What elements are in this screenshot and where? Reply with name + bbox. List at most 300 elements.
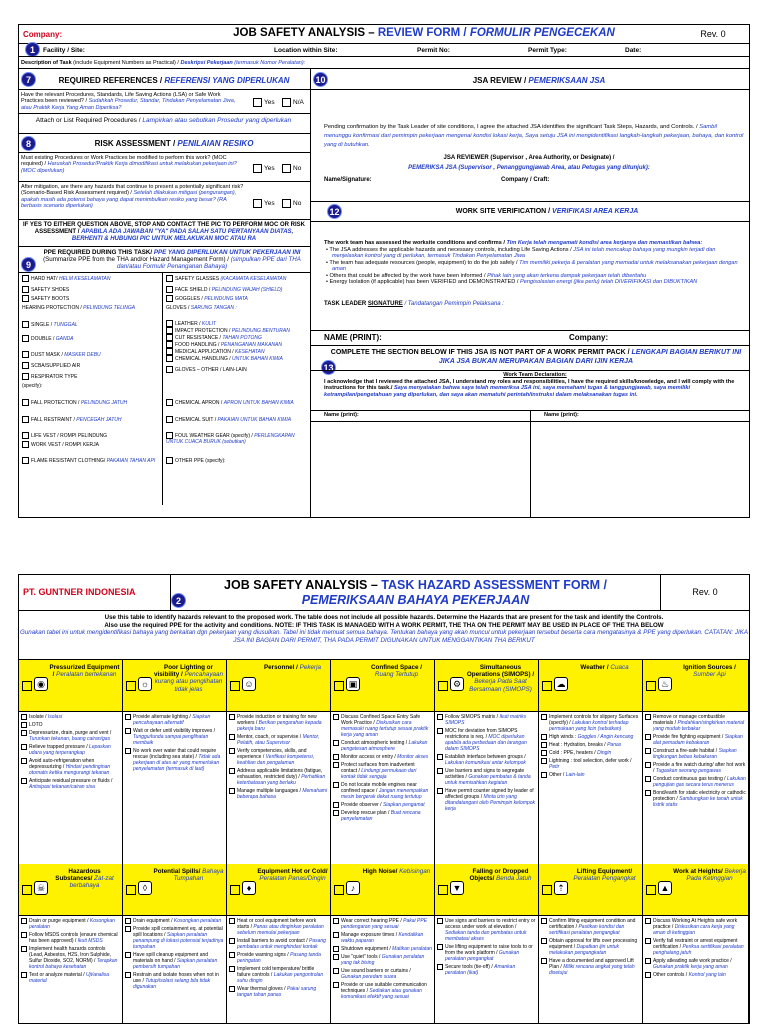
- item-translation: PELINDUNG MATA: [204, 295, 248, 302]
- control-item[interactable]: [437, 714, 536, 726]
- control-text: [237, 966, 328, 984]
- ppe-item: [166, 305, 304, 311]
- item-translation: Siapkan peralatan penampung di lokasi potensial terjadinya tumpahan: [133, 932, 224, 950]
- control-checkbox[interactable]: [333, 954, 339, 960]
- control-item[interactable]: [333, 762, 432, 780]
- control-checkbox[interactable]: [541, 750, 547, 756]
- ppe-checkbox[interactable]: [166, 295, 173, 302]
- control-checkbox[interactable]: [645, 762, 651, 768]
- control-text: [133, 926, 224, 950]
- control-item[interactable]: [437, 918, 536, 942]
- hazard-checkbox[interactable]: [334, 681, 344, 691]
- task-leader-signature[interactable]: TASK LEADER SIGNATURE / Tandatangan Pemimpin Pelaksana :: [324, 301, 504, 307]
- ppe-item[interactable]: [166, 432, 304, 445]
- hazard-checkbox[interactable]: [438, 681, 448, 691]
- control-checkbox[interactable]: [229, 768, 235, 774]
- ppe-checkbox[interactable]: [166, 366, 173, 373]
- control-item[interactable]: [541, 742, 640, 748]
- item-text: Protect surfaces from inadvertent contact /: [341, 762, 415, 774]
- control-checkbox[interactable]: [229, 986, 235, 992]
- item-translation: MOC diperlukan apabila ada perbedaan dan larangan dalam SIMOPS: [445, 734, 527, 752]
- item-translation: Pihak lain yang akan terkena dampak pekerjaan telah diberitahu: [487, 272, 647, 279]
- control-item[interactable]: [645, 938, 746, 956]
- control-checkbox[interactable]: [21, 730, 27, 736]
- item-text: FALL PROTECTION /: [31, 399, 81, 406]
- item-translation: Kontrol yang lain: [688, 972, 726, 978]
- hazard-checkbox[interactable]: [126, 885, 136, 895]
- control-checkbox[interactable]: [645, 958, 651, 964]
- control-text: [653, 748, 746, 760]
- item-translation: Lakukan komunikasi antar kelompok: [445, 760, 526, 766]
- control-checkbox[interactable]: [333, 968, 339, 974]
- control-item[interactable]: [21, 932, 120, 944]
- control-item[interactable]: [437, 788, 536, 812]
- ppe-checkbox[interactable]: [22, 351, 29, 358]
- control-checkbox[interactable]: [645, 790, 651, 796]
- item-text: Drain equipment /: [133, 918, 174, 924]
- control-checkbox[interactable]: [437, 714, 443, 720]
- control-checkbox[interactable]: [437, 728, 443, 734]
- control-text: [653, 776, 746, 788]
- ppe-item[interactable]: [166, 295, 304, 302]
- hazard-checkbox[interactable]: [438, 885, 448, 895]
- ppe-item[interactable]: [22, 351, 160, 358]
- item-text: FOOD HANDLING /: [175, 341, 221, 348]
- permit-no-label[interactable]: Permit No:: [417, 47, 450, 54]
- control-item[interactable]: [229, 966, 328, 984]
- ppe-item[interactable]: [166, 355, 304, 362]
- control-item[interactable]: [21, 946, 120, 970]
- control-checkbox[interactable]: [645, 918, 651, 924]
- item-translation: Perhatikan keterbatasan yang berlaku: [237, 774, 326, 786]
- ppe-item[interactable]: [22, 399, 160, 406]
- control-checkbox[interactable]: [125, 972, 131, 978]
- facility-label[interactable]: Facility / Site:: [43, 47, 85, 54]
- control-item[interactable]: [437, 964, 536, 976]
- ppe-checkbox[interactable]: [166, 355, 173, 362]
- ppe-checkbox[interactable]: [22, 362, 29, 369]
- task-description-row[interactable]: Description of Task (include Equipment Numbers as Practical) / Deskripsi Pekerjaan (termasuk Nomor Peralatan):: [19, 57, 749, 69]
- item-text: LOTO: [29, 722, 43, 728]
- hazard-checkbox[interactable]: [334, 885, 344, 895]
- control-item[interactable]: [125, 926, 224, 950]
- control-item[interactable]: [333, 802, 432, 808]
- item-translation: PENCEGAH JATUH: [76, 416, 122, 423]
- form-header: [19, 25, 749, 44]
- control-item[interactable]: [541, 772, 640, 778]
- control-text: [29, 946, 120, 970]
- ppe-checkbox[interactable]: [22, 286, 29, 293]
- control-item[interactable]: [541, 734, 640, 740]
- control-item[interactable]: [125, 728, 224, 746]
- control-checkbox[interactable]: [21, 778, 27, 784]
- ppe-item[interactable]: [22, 441, 160, 448]
- item-translation: Tutup/isolasi selang bila tidak digunakan: [133, 978, 211, 990]
- ppe-item[interactable]: [166, 275, 304, 282]
- risk-no-checkbox[interactable]: [282, 199, 291, 208]
- ppe-item[interactable]: [166, 286, 304, 293]
- references-na-checkbox[interactable]: [282, 98, 291, 107]
- control-checkbox[interactable]: [229, 938, 235, 944]
- ppe-checkbox[interactable]: [22, 416, 29, 423]
- control-item[interactable]: [21, 918, 120, 930]
- ppe-item[interactable]: [166, 457, 304, 464]
- right-column: [311, 69, 749, 517]
- control-item[interactable]: [437, 768, 536, 786]
- control-text: [445, 788, 536, 812]
- control-checkbox[interactable]: [229, 714, 235, 720]
- control-checkbox[interactable]: [333, 754, 339, 760]
- hazard-label: [465, 868, 536, 882]
- control-checkbox[interactable]: [333, 762, 339, 768]
- control-text: [653, 734, 746, 746]
- control-checkbox[interactable]: [541, 714, 547, 720]
- control-checkbox[interactable]: [125, 728, 131, 734]
- control-item[interactable]: [229, 918, 328, 936]
- control-checkbox[interactable]: [21, 946, 27, 952]
- item-text: Other /: [549, 772, 566, 778]
- control-checkbox[interactable]: [229, 734, 235, 740]
- hazard-name: Poor Lighting or visibility /: [154, 664, 213, 679]
- ppe-checkbox[interactable]: [166, 327, 173, 334]
- control-item[interactable]: [645, 734, 746, 746]
- control-text: [445, 964, 536, 976]
- control-item[interactable]: [21, 758, 120, 776]
- hazard-name-translation: Benda Jatuh: [496, 875, 532, 883]
- ppe-item[interactable]: [22, 362, 160, 369]
- control-item[interactable]: [333, 918, 432, 930]
- control-item[interactable]: [229, 986, 328, 998]
- ppe-checkbox[interactable]: [22, 441, 29, 448]
- hazard-checkbox[interactable]: [230, 681, 240, 691]
- hazard-label: [361, 868, 432, 875]
- ppe-checkbox[interactable]: [166, 416, 173, 423]
- control-checkbox[interactable]: [645, 748, 651, 754]
- control-checkbox[interactable]: [437, 918, 443, 924]
- control-text: [133, 748, 224, 772]
- ppe-item[interactable]: [22, 457, 160, 464]
- item-text: High winds :: [549, 734, 578, 740]
- ppe-checkbox[interactable]: [166, 457, 173, 464]
- control-checkbox[interactable]: [21, 744, 27, 750]
- ppe-checkbox[interactable]: [166, 320, 173, 327]
- date-label[interactable]: Date:: [625, 47, 642, 54]
- ppe-checkbox[interactable]: [22, 295, 29, 302]
- ppe-checkbox[interactable]: [22, 321, 29, 328]
- control-checkbox[interactable]: [333, 714, 339, 720]
- ppe-item[interactable]: [22, 416, 160, 423]
- item-text: Heat : Hydration, breaks /: [549, 742, 608, 748]
- item-translation: Gunakan pembatas & tanda untuk memisahkan kegiatan: [445, 774, 531, 786]
- control-checkbox[interactable]: [333, 982, 339, 988]
- references-yes-checkbox[interactable]: [253, 98, 262, 107]
- hazard-controls: [643, 916, 749, 1024]
- hazard-checkbox[interactable]: [646, 885, 656, 895]
- control-checkbox[interactable]: [645, 734, 651, 740]
- control-checkbox[interactable]: [645, 714, 651, 720]
- control-item[interactable]: [541, 938, 640, 956]
- control-checkbox[interactable]: [21, 758, 27, 764]
- ppe-item[interactable]: [166, 334, 304, 341]
- control-checkbox[interactable]: [333, 946, 339, 952]
- control-item[interactable]: [645, 790, 746, 808]
- ppe-item[interactable]: [22, 432, 160, 439]
- control-checkbox[interactable]: [21, 918, 27, 924]
- ppe-item[interactable]: [166, 399, 304, 406]
- control-item[interactable]: [229, 768, 328, 786]
- moc-yes-checkbox[interactable]: [253, 164, 262, 173]
- control-checkbox[interactable]: [125, 748, 131, 754]
- control-item[interactable]: [125, 748, 224, 772]
- control-item[interactable]: [645, 714, 746, 732]
- control-checkbox[interactable]: [645, 972, 651, 978]
- item-translation: HELM KESELAMATAN: [58, 275, 111, 282]
- item-translation: Terapkan kontrol bahaya kesehatan: [29, 958, 118, 970]
- item-text: Isolate /: [29, 714, 48, 720]
- item-text: MOC for deviation from SIMOPS restrictions is req. /: [445, 728, 518, 740]
- company-name: Company:: [23, 30, 63, 39]
- hazard-label: [257, 664, 328, 671]
- control-checkbox[interactable]: [541, 742, 547, 748]
- control-item[interactable]: [229, 938, 328, 950]
- company-craft-field[interactable]: Company / Craft:: [501, 177, 550, 183]
- hazard-controls: [331, 712, 435, 864]
- control-item[interactable]: [333, 782, 432, 800]
- control-item[interactable]: [21, 714, 120, 720]
- ppe-item[interactable]: [166, 348, 304, 355]
- item-translation: PELINDUNG TELINGA: [83, 305, 136, 311]
- control-item[interactable]: [437, 728, 536, 752]
- control-text: [341, 918, 432, 930]
- risk-yes-checkbox[interactable]: [253, 199, 262, 208]
- ppe-item[interactable]: [22, 275, 160, 282]
- item-translation: Pindahkan/singkirkan material yang mudah terbakar: [653, 720, 745, 732]
- control-checkbox[interactable]: [541, 958, 547, 964]
- control-checkbox[interactable]: [437, 788, 443, 794]
- control-item[interactable]: [541, 918, 640, 936]
- company-field[interactable]: Company:: [569, 333, 609, 342]
- control-checkbox[interactable]: [541, 734, 547, 740]
- item-text: Discuss Working At Heights safe work practice /: [653, 918, 738, 930]
- control-checkbox[interactable]: [541, 938, 547, 944]
- ppe-checkbox[interactable]: [22, 432, 29, 439]
- control-item[interactable]: [21, 722, 120, 728]
- control-item[interactable]: [333, 954, 432, 966]
- control-checkbox[interactable]: [333, 802, 339, 808]
- control-item[interactable]: [21, 730, 120, 742]
- control-item[interactable]: [333, 740, 432, 752]
- form2-header: [19, 575, 749, 611]
- ppe-checkbox[interactable]: [166, 348, 173, 355]
- control-item[interactable]: [229, 952, 328, 964]
- ppe-item[interactable]: [22, 321, 160, 328]
- control-item[interactable]: [541, 958, 640, 976]
- ppe-checkbox[interactable]: [166, 286, 173, 293]
- hazard-icon: ▲: [658, 881, 672, 895]
- item-text: Provide alternate lighting /: [133, 714, 193, 720]
- ppe-checkbox[interactable]: [22, 373, 29, 380]
- control-checkbox[interactable]: [645, 938, 651, 944]
- control-checkbox[interactable]: [333, 918, 339, 924]
- hazard-checkbox[interactable]: [22, 885, 32, 895]
- control-checkbox[interactable]: [333, 740, 339, 746]
- control-item[interactable]: [645, 918, 746, 936]
- ppe-checkbox[interactable]: [22, 457, 29, 464]
- ppe-item[interactable]: [166, 416, 304, 423]
- control-item[interactable]: [125, 918, 224, 924]
- hazard-checkbox[interactable]: [126, 681, 136, 691]
- control-item[interactable]: [125, 714, 224, 726]
- ppe-item[interactable]: [22, 373, 160, 380]
- control-item[interactable]: [333, 932, 432, 944]
- control-checkbox[interactable]: [21, 714, 27, 720]
- control-checkbox[interactable]: [541, 758, 547, 764]
- instructions: Use this table to identify hazards relevant to the proposed work. The table does not include all possible hazards. Determine the Hazards that are present for the task and identify the Controls. Also use the required PPE for the activity and conditions. NOTE: IF THIS TASK IS MANAGED WITH A WORK PERMIT, THE THA ON THE PERMIT MAY BE USED IN PLACE OF THE THA BELOW Gunakan tabel ini untuk mengidentifikasi bahaya yang berkaitan dgn pekerjaan yang diusulkan. Tabel ini tidak memuat semua bahaya. Tentukan bahaya yang akan muncul untuk pekerjaan tersebut beserta cara mengatasinya & PPE yang diperlukan. CATATAN: JIKA JSA INI BAGIAN DARI PERMIT, THA PADA PERMIT DIGUNAKAN UNTUK MENGGANTIKAN THA BERIKUT: [19, 611, 749, 660]
- ppe-item: [22, 305, 160, 311]
- item-text: Mentor, coach, or supervise /: [237, 734, 303, 740]
- control-checkbox[interactable]: [229, 788, 235, 794]
- item-translation: PENANGANAN MAKANAN: [220, 341, 282, 348]
- control-item[interactable]: [229, 748, 328, 766]
- hazard-checkbox[interactable]: [22, 681, 32, 691]
- ppe-checkbox[interactable]: [166, 399, 173, 406]
- control-item[interactable]: [645, 972, 746, 978]
- control-checkbox[interactable]: [229, 952, 235, 958]
- control-text: [549, 750, 611, 756]
- control-item[interactable]: [645, 776, 746, 788]
- control-checkbox[interactable]: [125, 926, 131, 932]
- control-checkbox[interactable]: [229, 748, 235, 754]
- moc-no-checkbox[interactable]: [282, 164, 291, 173]
- control-checkbox[interactable]: [21, 972, 27, 978]
- ppe-item[interactable]: [166, 320, 304, 327]
- ppe-checkbox[interactable]: [22, 275, 29, 282]
- item-translation: Gunakan praktik kerja yang aman: [653, 964, 728, 970]
- permit-type-label[interactable]: Permit Type:: [528, 47, 567, 54]
- control-checkbox[interactable]: [21, 722, 27, 728]
- control-checkbox[interactable]: [437, 768, 443, 774]
- control-text: [29, 918, 120, 930]
- control-checkbox[interactable]: [645, 776, 651, 782]
- ppe-item[interactable]: [22, 335, 160, 342]
- control-text: [133, 918, 221, 924]
- control-checkbox[interactable]: [21, 932, 27, 938]
- control-checkbox[interactable]: [437, 944, 443, 950]
- control-item[interactable]: [21, 972, 120, 984]
- control-checkbox[interactable]: [229, 966, 235, 972]
- attach-procedures[interactable]: Attach or List Required Procedures / Lampirkan atau sebutkan Prosedur yang diperlukan: [35, 117, 292, 124]
- item-text: Other controls /: [653, 972, 689, 978]
- ppe-item[interactable]: [22, 295, 160, 302]
- control-item[interactable]: [541, 758, 640, 770]
- control-text: [29, 758, 120, 776]
- hazard-checkbox[interactable]: [542, 681, 552, 691]
- ppe-checkbox[interactable]: [166, 432, 173, 439]
- control-item[interactable]: [125, 952, 224, 970]
- control-checkbox[interactable]: [229, 918, 235, 924]
- control-item[interactable]: [541, 750, 640, 756]
- control-item[interactable]: [645, 958, 746, 970]
- control-item[interactable]: [333, 968, 432, 980]
- item-text: Provide observer /: [341, 802, 383, 808]
- item-text: Restrain and isolate hoses when not in use /: [133, 972, 219, 984]
- control-item[interactable]: [333, 946, 432, 952]
- control-item[interactable]: [333, 982, 432, 1000]
- jsa-reviewer-label: JSA REVIEWER (Supervisor , Area Authority, or Designate) / PEMERIKSA JSA (Supervisor , Penanggungjawab Area, atau Petugas yang ditunjuk):: [408, 155, 650, 171]
- control-item[interactable]: [437, 944, 536, 962]
- control-item[interactable]: [333, 714, 432, 738]
- ppe-checkbox[interactable]: [166, 341, 173, 348]
- ppe-checkbox[interactable]: [22, 399, 29, 406]
- ppe-item[interactable]: [166, 327, 304, 334]
- hazard-checkbox[interactable]: [646, 681, 656, 691]
- control-text: [549, 958, 640, 976]
- control-checkbox[interactable]: [333, 932, 339, 938]
- location-label[interactable]: Location within Site:: [274, 47, 338, 54]
- item-translation: Lakukan pengujian gas secara terus menerus: [653, 776, 746, 788]
- item-translation: Dingin: [597, 750, 612, 756]
- item-text: Do not locate mobile engines near confined space /: [341, 782, 417, 794]
- revision: Rev. 0: [692, 587, 718, 597]
- control-item[interactable]: [541, 714, 640, 732]
- control-item[interactable]: [645, 748, 746, 760]
- control-item[interactable]: [21, 778, 120, 790]
- control-checkbox[interactable]: [125, 918, 131, 924]
- control-item[interactable]: [229, 788, 328, 800]
- control-item[interactable]: [645, 762, 746, 774]
- control-checkbox[interactable]: [541, 772, 547, 778]
- ppe-checkbox[interactable]: [166, 275, 173, 282]
- control-item[interactable]: [21, 744, 120, 756]
- control-checkbox[interactable]: [125, 714, 131, 720]
- item-text: The JSA addresses the applicable hazards and necessary controls, including Life Saving Actions /: [329, 246, 574, 253]
- ppe-checkbox[interactable]: [166, 334, 173, 341]
- hazard-icon: ♨: [658, 677, 672, 691]
- control-item[interactable]: [229, 734, 328, 746]
- ppe-item[interactable]: [166, 341, 304, 348]
- control-item[interactable]: [333, 810, 432, 822]
- control-checkbox[interactable]: [333, 810, 339, 816]
- control-checkbox[interactable]: [541, 918, 547, 924]
- item-text: CUT RESISTANCE /: [175, 334, 223, 341]
- control-item[interactable]: [229, 714, 328, 732]
- item-translation: (KACAMATA KESELAMATAN: [220, 275, 287, 282]
- ppe-checkbox[interactable]: [22, 335, 29, 342]
- item-translation: Periksa sertifikasi peralatan penghalang jatuh: [653, 944, 744, 956]
- jsa-review-form: [18, 24, 750, 518]
- hazard-label: [153, 664, 224, 693]
- ppe-item[interactable]: [22, 286, 160, 293]
- control-checkbox[interactable]: [437, 964, 443, 970]
- control-checkbox[interactable]: [333, 782, 339, 788]
- hazard-header: [19, 864, 123, 916]
- hazard-name-translation: Cuaca: [610, 664, 629, 671]
- hazard-name-translation: Bekerja Pada Saat Bersamaan (SIMOPS): [469, 678, 532, 693]
- control-item[interactable]: [333, 754, 432, 760]
- control-checkbox[interactable]: [437, 754, 443, 760]
- hazard-checkbox[interactable]: [230, 885, 240, 895]
- bullet-dot: •: [326, 272, 330, 279]
- item-text: Address applicable limitations (fatigue, exhaustion, restricted duty) /: [237, 768, 323, 780]
- control-item[interactable]: [125, 972, 224, 990]
- name-signature-field[interactable]: Name/Signature:: [324, 177, 372, 183]
- hazard-name-translation: Bahaya Tumpahan: [173, 868, 224, 883]
- control-item[interactable]: [437, 754, 536, 766]
- hazard-checkbox[interactable]: [542, 885, 552, 895]
- name-print-field[interactable]: NAME (PRINT):: [324, 333, 382, 342]
- control-checkbox[interactable]: [125, 952, 131, 958]
- ppe-item[interactable]: [166, 366, 304, 373]
